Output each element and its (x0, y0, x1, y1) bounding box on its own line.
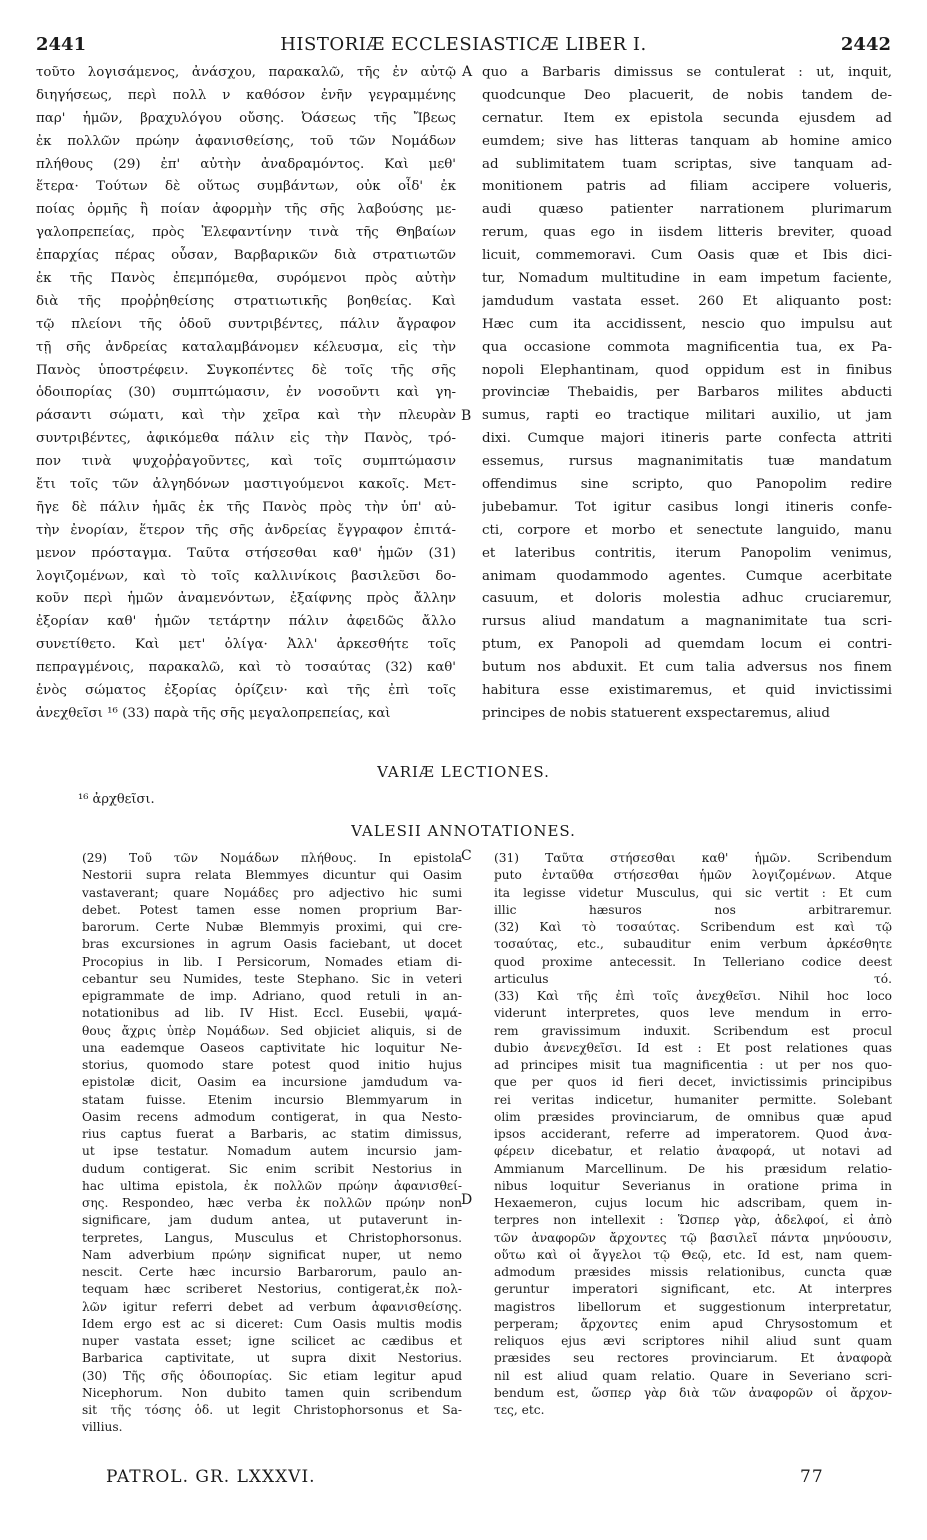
text-line: ἑνὸς σώματος ἐξορίας ὁρίζειν· καὶ τῆς ἐπὶ τοῖς (36, 683, 456, 699)
text-line: τῶν ἀναφορῶν ἄρχοντες τῷ βασιλεῖ πάντα μηνύουσιν, (494, 1230, 892, 1245)
text-line: τες, etc. (494, 1403, 545, 1417)
text-line: epigrammate de imp. Adriano, quod retuli in an- (82, 989, 462, 1003)
text-line: τὴν ἐνορίαν, ἕτερον τῆς σῆς ἀνδρείας ἔγγραφον ἐπιτά- (36, 522, 456, 538)
text-line: Πανὸς ὑποστρέφειν. Συγκοπέντες δὲ τοῖς τῆς σῆς (36, 362, 456, 378)
varia-note: ¹⁶ ἀρχθεῖσι. (78, 792, 155, 807)
text-line: et lateribus contritis, iterum Panopolim venimus, (482, 545, 892, 561)
latin-text-column (482, 62, 892, 726)
text-line: magistros libellorum et suggestionum interpretatur, (494, 1299, 892, 1314)
text-line: licuit, commemoravi. Cum Oasis quæ et Ibis dici- (482, 248, 892, 264)
text-line: barorum. Certe Nubæ Blemmyis proximi, qui cre- (82, 920, 462, 934)
text-line: τῇ σῆς ἀνδρείας καταλαμβάνομεν κέλευσμα, εἰς τὴν (36, 339, 456, 355)
text-line: tequam hæc scriberet Nestorius, contigerat,ἐκ πολ- (82, 1282, 462, 1297)
text-line: viderunt interpretes, quos leve mendum in erro- (494, 1006, 892, 1021)
text-line: perperam; ἄρχοντες enim apud Chrysostomum et (494, 1316, 892, 1331)
text-line: σης. Respondeo, hæc verba ἐκ πολλῶν πρώην non (82, 1196, 462, 1210)
text-line: sit τῆς τόσης ὁδ. ut legit Christophorsonus et Sa- (82, 1403, 462, 1417)
text-line: τοῦτο λογισάμενος, ἀνάσχου, παρακαλῶ, τῆς ἐν αὐτῷ (36, 65, 456, 80)
text-line: ἀνεχθεῖσι ¹⁶ (33) παρὰ τῆς σῆς μεγαλοπρεπείας, καὶ (36, 705, 391, 721)
text-line: qua occasione commota magnificentia tua, ex Pa- (482, 339, 892, 355)
text-line: φέρειν dicebatur, et relatio ἀναφορά, ut notavi ad (494, 1144, 892, 1159)
running-header (28, 34, 899, 58)
text-line: dudum contigerat. Sic enim scribit Nestorius in (82, 1161, 462, 1176)
text-line: πεπραγμένοις, παρακαλῶ, καὶ τὸ τοσαύτας (32) καθ' (36, 660, 456, 676)
text-line: nil est aliud quam relatio. Quare in Severiano scri- (494, 1368, 892, 1383)
text-line: significare, jam dudum antea, ut putaverunt in- (82, 1213, 462, 1228)
page-number-left: 2441 (36, 34, 87, 55)
text-line: habitura esse existimaremus, et quid invictissimi (482, 683, 892, 699)
text-line: Oasim recens admodum contigerat, in qua Nesto- (82, 1109, 462, 1124)
text-line: τοσαύτας, etc., subauditur enim verbum ἀρκέσθητε (494, 937, 892, 952)
text-line: nescit. Certe hæc incursio Barbarorum, paulo an- (82, 1265, 462, 1279)
text-line: nuper vastata esset; igne scilicet ac cædibus et (82, 1334, 462, 1348)
text-line: vastaverant; quare Νομάδες pro adjectivo hic sumi (82, 885, 462, 900)
text-line: notationibus ad lib. IV Hist. Eccl. Eusebii, ψαμά- (82, 1006, 462, 1021)
text-line: rerum, quas ego in iisdem litteris breviter, quoad (482, 225, 892, 241)
text-line: λῶν igitur referri debet ad verbum ἀφανισθείσης. (82, 1299, 462, 1314)
text-line: dubio ἀνενεχθεῖσι. Id est : Et post relationes quas (494, 1040, 892, 1055)
text-line: κοῦν περὶ ἡμῶν ἀναμενόντων, ἐξαίφνης πρὸς ἄλλην (36, 591, 456, 607)
varia-heading: VARIÆ LECTIONES. (377, 763, 550, 781)
footer-volume: PATROL. GR. LXXXVI. (106, 1467, 316, 1487)
text-line: offendimus sine scripto, quo Panopolim redire (482, 477, 892, 493)
text-line: jamdudum vastata esset. 260 Et aliquanto post: (482, 293, 892, 309)
text-line: cernatur. Item ex epistola secunda ejusdem ad (482, 110, 892, 126)
text-line: provinciæ Thebaidis, per Barbaros milites abducti (482, 385, 892, 401)
text-line: animam quodammodo agentes. Cumque acerbitate (482, 568, 892, 584)
text-line: casuum, et doloris molestia adhuc cruciaremur, (482, 591, 892, 607)
text-line: rem gravissimum induxit. Scribendum est procul (494, 1023, 892, 1038)
text-line: (29) Τοῦ τῶν Νομάδων πλήθους. In epistola (82, 851, 462, 865)
text-line: ptum, ex Panopoli ad quemdam locum ei contri- (482, 637, 892, 653)
text-line: villius. (82, 1420, 123, 1435)
text-line: Barbarica captivitate, ut supra dixit Nestorius. (82, 1351, 462, 1366)
text-line: ad sublimitatem tuam scriptas, sive tanquam ad- (482, 156, 892, 172)
text-line: rursus aliud mandatum a magnanimitate tua scri- (482, 614, 892, 630)
text-line: præsides seu rectores provinciarum. Et ἀναφορὰ (494, 1351, 892, 1366)
text-line: (32) Καὶ τὸ τοσαύτας. Scribendum est καὶ τῷ (494, 920, 892, 934)
text-line: nopoli Elephantinam, quod oppidum est in finibus (482, 362, 892, 378)
text-line: reliquos ejus ævi scriptores nihil aliud sunt quam (494, 1334, 892, 1348)
text-line: dixi. Cumque majori itineris parte confecta attriti (482, 431, 892, 447)
text-line: πλήθους (29) ἐπ' αὐτὴν ἀναδραμόντος. Καὶ μεθ' (36, 156, 456, 172)
page-title: HISTORIÆ ECCLESIASTICÆ LIBER I. (280, 34, 647, 55)
text-line: συντριβέντες, ἀφικόμεθα πάλιν εἰς τὴν Πανὸς, τρό- (36, 431, 456, 447)
text-line: Nam adverbium πρώην significat nuper, ut nemo (82, 1247, 462, 1262)
text-line: olim præsides provinciarum, de omnibus quæ apud (494, 1109, 892, 1124)
text-line: articulus τό. (494, 971, 892, 986)
text-line: epistolæ dicit, Oasim ea incursione jamdudum va- (82, 1075, 462, 1090)
text-line: πον τινὰ ψυχοῤῥαγοῦντες, καὶ τοῖς συμπτώμασιν (36, 454, 456, 470)
annotations-right-column (494, 850, 892, 1419)
text-line: (30) Τῆς σῆς ὁδοιπορίας. Sic etiam legitur apud (82, 1368, 462, 1383)
text-line: cti, corpore et morbo et senectute languido, manu (482, 522, 892, 538)
annotations-heading: VALESII ANNOTATIONES. (351, 822, 576, 840)
text-line: παρ' ἡμῶν, βραχυλόγου οὔσης. Ὀάσεως τῆς Ἴβεως (36, 110, 456, 126)
text-line: Hæc cum ita accidissent, nescio quo impulsu aut (482, 316, 892, 332)
text-line: Procopius in lib. I Persicorum, Nomades etiam di- (82, 954, 462, 969)
text-line: ἔτι τοῖς τῶν ἀλγηδόνων μαστιγούμενοι κακοῖς. Μετ- (36, 477, 456, 493)
text-line: ipsos acciderant, referre ad imperatorem. Quod ἀνα- (494, 1127, 892, 1141)
text-line: quo a Barbaris dimissus se contulerat : ut, inquit, (482, 65, 892, 80)
text-line: τῷ πλείονι τῆς ὁδοῦ συντριβέντες, πάλιν ἄγραφον (36, 316, 456, 332)
text-line: admodum præsides missis relationibus, cuncta quæ (494, 1265, 892, 1279)
text-line: Hexaemeron, cujus locum hic adscribam, quem in- (494, 1196, 892, 1210)
text-line: debet. Potest tamen esse nomen proprium Bar- (82, 902, 462, 917)
text-line: ad principes misit tua magnificentia : ut per nos quo- (494, 1058, 892, 1072)
text-line: monitionem patris ad filiam accipere volueris, (482, 179, 892, 195)
text-line: ποίας ὁρμῆς ἢ ποίαν ἀφορμὴν τῆς σῆς λαβούσης με- (36, 202, 456, 218)
margin-letter-d: D (461, 1192, 473, 1208)
text-line: (31) Ταῦτα στήσεσθαι καθ' ἡμῶν. Scribendum (494, 851, 892, 865)
text-line: ἐκ τῆς Πανὸς ἐπεμπόμεθα, συρόμενοι πρὸς αὐτὴν (36, 271, 456, 287)
text-line: ἕτερα· Τούτων δὲ οὕτως συμβάντων, οὐκ οἶδ' ἐκ (36, 179, 456, 195)
text-line: rei veritas indicetur, humaniter permitte. Solebant (494, 1092, 892, 1107)
text-line: ῆγε δὲ πάλιν ἡμᾶς ἐκ τῆς Πανὸς πρὸς τὴν ὑπ' αὐ- (36, 499, 456, 515)
text-line: jubebamur. Tot igitur casibus longi itineris confe- (482, 499, 892, 515)
text-line: (33) Καὶ τῆς ἐπὶ τοῖς ἀνεχθεῖσι. Nihil hoc loco (494, 989, 892, 1003)
text-line: geruntur imperatori significant, etc. At interpres (494, 1282, 892, 1297)
text-line: ἐξορίαν καθ' ἡμῶν τετάρτην πάλιν ἀφειδῶς ἄλλο (36, 614, 456, 630)
text-line: puto ἐνταῦθα στήσεσθαι ἡμῶν λογιζομένων. Atque (494, 868, 892, 883)
text-line: eumdem; sive has litteras tanquam ab homine amico (482, 133, 892, 149)
annotations-left-column (82, 850, 462, 1437)
text-line: audi quæso patienter narrationem plurimarum (482, 202, 892, 218)
text-line: storius, quomodo stare potest quod initio hujus (82, 1058, 462, 1072)
text-line: bras excursiones in agrum Oasis faciebant, ut docet (82, 937, 462, 952)
text-line: statam fuisse. Etenim incursio Blemmyarum in (82, 1092, 462, 1107)
margin-letter-b: B (461, 408, 472, 424)
text-line: tur, Nomadum multitudine in eam impetum faciente, (482, 271, 892, 287)
text-line: γαλοπρεπείας, πρὸς Ἐλεφαντίνην τινὰ τῆς Θηβαίων (36, 225, 456, 241)
text-line: συνετίθετο. Καὶ μετ' ὀλίγα· Ἀλλ' ἀρκεσθήτε τοῖς (36, 637, 456, 653)
text-line: Nestorii supra relata Blemmyes dicuntur qui Oasim (82, 868, 462, 883)
text-line: illic hæsuros nos arbitraremur. (494, 902, 892, 917)
text-line: διὰ τῆς προῤῥηθείσης στρατιωτικῆς βοηθείας. Καὶ (36, 293, 456, 309)
text-line: ita legisse videtur Musculus, qui sic vertit : Et cum (494, 885, 892, 900)
text-line: terpretes, Langus, Musculus et Christophorsonus. (82, 1230, 462, 1245)
text-line: ἐκ πολλῶν πρώην ἀφανισθείσης, τοῦ τῶν Νομάδων (36, 133, 456, 149)
text-line: quodcunque Deo placuerit, de nobis tandem de- (482, 87, 892, 103)
text-line: butum nos abduxit. Et cum talia adversus nos finem (482, 660, 892, 676)
margin-letter-a: A (462, 64, 473, 80)
text-line: nibus loquitur Severianus in oratione prima in (494, 1178, 892, 1193)
text-line: Nicephorum. Non dubito tamen quin scribendum (82, 1385, 462, 1400)
text-line: οὕτω καὶ οἱ ἄγγελοι τῷ Θεῷ, etc. Id est, nam quem- (494, 1247, 892, 1262)
text-line: essemus, rursus magnanimitatis tuæ mandatum (482, 454, 892, 470)
text-line: θους ἄχρις ὑπὲρ Νομάδων. Sed objiciet aliquis, si de (82, 1023, 462, 1038)
text-line: ὁδοιπορίας (30) συμπτώμασιν, ἐν νοσοῦντι καὶ γη- (36, 385, 456, 401)
text-line: Idem ergo est ac si diceret: Cum Oasis multis modis (82, 1316, 462, 1331)
text-line: ράσαντι σώματι, καὶ τὴν χεῖρα καὶ τὴν πλευρὰν (36, 408, 456, 424)
text-line: cebantur seu Numides, teste Stephano. Sic in veteri (82, 971, 462, 986)
text-line: λογιζομένων, καὶ τὸ τοῖς καλλινίκοις βασιλεῦσι δο- (36, 568, 456, 584)
text-line: ἐπαρχίας πέρας οὖσαν, Βαρβαρικῶν διὰ στρατιωτῶν (36, 248, 456, 264)
page-number-right: 2442 (840, 34, 891, 55)
text-line: quod proxime antecessit. In Telleriano codice deest (494, 954, 892, 969)
text-line: ut ipse testatur. Nomadum autem incursio jam- (82, 1144, 462, 1159)
footer-signature: 77 (800, 1467, 824, 1487)
text-line: sumus, rapti eo tractique militari auxilio, ut jam (482, 408, 892, 424)
text-line: principes de nobis statuerent exspectaremus, aliud (482, 705, 830, 721)
text-line: Ammianum Marcellinum. De his præsidum relatio- (494, 1161, 892, 1176)
text-line: una eademque Oaseos captivitate hic loquitur Ne- (82, 1040, 462, 1055)
text-line: que per quos id fieri decet, invictissimis principibus (494, 1075, 892, 1090)
text-line: hac ultima epistola, ἐκ πολλῶν πρώην ἀφανισθεί- (82, 1178, 462, 1193)
text-line: διηγήσεως, περὶ πολλ ν καθόσον ἐνῆν γεγραμμένης (36, 87, 456, 103)
text-line: bendum est, ὥσπερ γὰρ διὰ τῶν ἀναφορῶν οἱ ἄρχον- (494, 1385, 892, 1400)
margin-letter-c: C (461, 848, 472, 864)
text-line: μενον πρόσταγμα. Ταῦτα στήσεσθαι καθ' ἡμῶν (31) (36, 545, 456, 561)
greek-text-column (36, 62, 456, 726)
text-line: rius captus fuerat a Barbaris, ac statim dimissus, (82, 1127, 462, 1141)
text-line: terpres non intellexit : Ὥσπερ γὰρ, ἀδελφοί, εἰ ἀπὸ (494, 1213, 892, 1228)
